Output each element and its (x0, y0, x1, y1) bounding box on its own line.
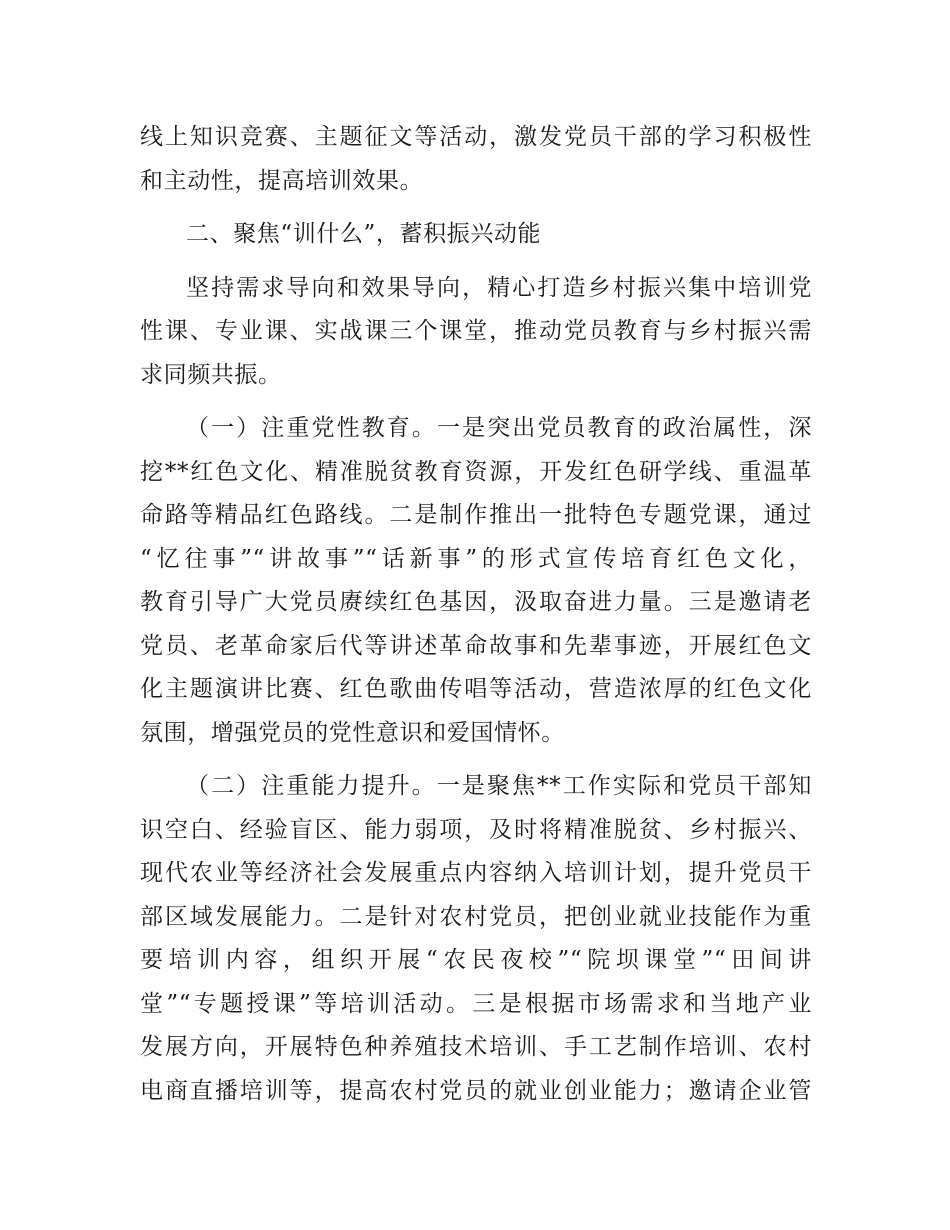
text-line: 求同频共振。 (140, 361, 282, 388)
text-line: 党员、老革命家后代等讲述革命故事和先辈事迹，开展红色文 (140, 632, 812, 659)
text-line: 现代农业等经济社会发展重点内容纳入培训计划，提升党员干 (140, 860, 812, 886)
text-line: “忆往事”“讲故事”“话新事”的形式宣传培育红色文化， (140, 545, 812, 572)
text-line: 和主动性，提高培训效果。 (140, 167, 424, 194)
text-line: 性课、专业课、实战课三个课堂，推动党员教育与乡村振兴需 (140, 318, 812, 344)
text-line: 电商直播培训等，提高农村党员的就业创业能力；邀请企业管 (140, 1077, 812, 1104)
text-line: （一）注重党性教育。一是突出党员教育的政治属性，深 (186, 415, 812, 441)
paragraph-5 (140, 765, 812, 1113)
text-line: 教育引导广大党员赓续红色基因，汲取奋进力量。三是邀请老 (140, 589, 812, 615)
paragraph-4 (140, 407, 812, 755)
text-line: 发展方向，开展特色种养殖技术培训、手工艺制作培训、农村 (140, 1034, 812, 1060)
text-line: 堂”“专题授课”等培训活动。三是根据市场需求和当地产业 (140, 990, 812, 1017)
text-line: 坚持需求导向和效果导向，精心打造乡村振兴集中培训党 (186, 274, 812, 301)
text-line: （二）注重能力提升。一是聚焦**工作实际和党员干部知 (186, 773, 812, 799)
text-line: 要培训内容，组织开展“农民夜校”“院坝课堂”“田间讲 (140, 947, 812, 973)
text-line: 部区域发展能力。二是针对农村党员，把创业就业技能作为重 (140, 903, 812, 930)
text-line: 化主题演讲比赛、红色歌曲传唱等活动，营造浓厚的红色文化 (140, 676, 812, 702)
document-page (140, 116, 812, 1113)
text-line: 命路等精品红色路线。二是制作推出一批特色专题党课，通过 (140, 502, 812, 528)
text-line: 挖**红色文化、精准脱贫教育资源，开发红色研学线、重温革 (140, 458, 812, 485)
section-heading (140, 213, 812, 257)
text-line: 线上知识竞赛、主题征文等活动，激发党员干部的学习积极性 (140, 124, 812, 150)
text-line: 氛围，增强党员的党性意识和爱国情怀。 (140, 719, 565, 746)
paragraph-1 (140, 116, 812, 203)
text-line: 二、聚焦“训什么”，蓄积振兴动能 (186, 221, 542, 247)
paragraph-3 (140, 267, 812, 398)
text-line: 识空白、经验盲区、能力弱项，及时将精准脱贫、乡村振兴、 (140, 816, 812, 843)
